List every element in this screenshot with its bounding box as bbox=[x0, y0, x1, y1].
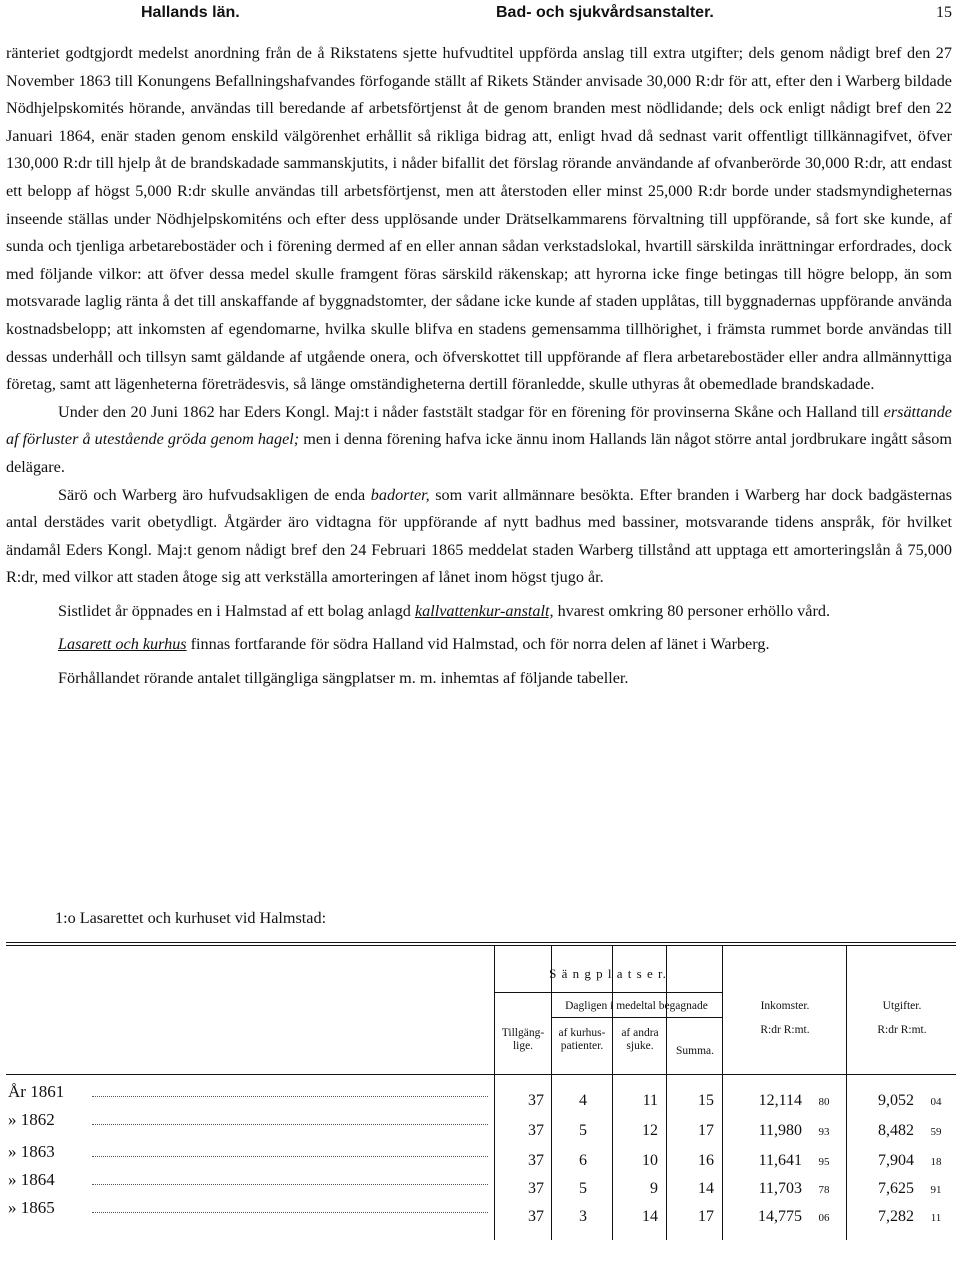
header-inkomster-unit: R:dr R:mt. bbox=[760, 1024, 810, 1036]
hrule-under-sangplatser bbox=[494, 992, 722, 993]
cell-utg-rmt: 04 bbox=[930, 1096, 942, 1108]
leader-dots bbox=[92, 1184, 488, 1185]
cell-summa: 16 bbox=[698, 1152, 714, 1169]
hrule-under-dagligen bbox=[551, 1017, 722, 1018]
cell-utg-rmt: 11 bbox=[930, 1212, 942, 1224]
cell-ink-rmt: 93 bbox=[818, 1126, 830, 1138]
cell-ink-rmt: 06 bbox=[818, 1212, 830, 1224]
paragraph-3-text-a: Särö och Warberg äro hufvudsakligen de enda bbox=[58, 485, 371, 504]
paragraph-6: Förhållandet rörande antalet tillgängliga sängplatser m. m. inhemtas af följande tabeller. bbox=[58, 669, 629, 688]
leader-dots bbox=[92, 1156, 488, 1157]
cell-utg-rmt: 59 bbox=[930, 1126, 942, 1138]
running-header bbox=[0, 4, 960, 30]
paragraph-5-text-b: finnas fortfarande för södra Halland vid Halmstad, och för norra delen af länet i Warberg. bbox=[186, 635, 770, 654]
cell-summa: 14 bbox=[698, 1180, 714, 1197]
cell-tillg: 37 bbox=[528, 1122, 544, 1139]
header-center: Bad- och sjukvårdsanstalter. bbox=[496, 4, 714, 21]
header-dagligen: Dagligen i medeltal begagnade bbox=[565, 1000, 708, 1012]
paragraph-2-text-b: men i denna förening hafva icke ännu inom Hallands län något större antal jordbrukare ingått såsom delägare. bbox=[6, 430, 952, 476]
cell-andra: 9 bbox=[650, 1180, 658, 1197]
paragraph-4-text-b: hvarest omkring 80 personer erhöllo vård. bbox=[553, 601, 830, 620]
cell-tillg: 37 bbox=[528, 1180, 544, 1197]
paragraph-5-italic: Lasarett och kurhus bbox=[58, 635, 187, 654]
cell-tillg: 37 bbox=[528, 1208, 544, 1225]
leader-dots bbox=[92, 1212, 488, 1213]
paragraph-1: ränteriet godtgjordt medelst anordning från de å Rikstatens sjette hufvudtitel uppförda anslag till extra utgifter; dels genom nådigt bref den 27 November 1863 till Konungens Befallningshafvandes förfogande ställt af Rikets Ständer anvisade 30,000 R:dr för att, efter den i Warberg bildade Nödhjelpskomités hörande, användas till beredande af arbetsförtjenst åt de genom branden mest nödlidande; dels ock enligt nådigt bref den 22 Januari 1864, enär staden genom enskild välgörenhet erhållit så rikliga bidrag att, enligt hvad då sednast varit offentligt tillkännagifvet, öfver 130,000 R:dr till hjelp åt de brandskadade sammanskjutits, i nåder bifallit det förslag rörande användande af ofvanberörde 30,000 R:dr, att endast ett belopp af högst 5,000 R:dr skulle användas till arbetsförtjenst, men att återstoden eller minst 25,000 R:dr borde under stadsmyndigheternas inseende ställas under Nödhjelpskomiténs och efter dess upplösande under Drätselkammarens förvaltning till uppförande, så fort ske kunde, af sunda och tjenliga arbetarebostäder och i förening dermed af en eller annan sådan verkstadslokal, hvartill särskilda inrättningar erfordrades, dock med följande vilkor: att öfver dessa medel skulle framgent föras särskild räkenskap; att hyrorna icke finge betingas till högre belopp, än som motsvarade laglig ränta å det till anskaffande af byggnadstomter, der sådane icke kunde af staden upplåtas, till byggnadernas uppförande använda kostnadsbelopp; att inkomsten af egendomarne, hvilka skulle blifva en stadens gemensamma tillhörighet, i främsta rummet borde användas till dessas underhåll och tillsyn samt gäldande af utgående onera, och öfverskottet till uppförande af flera arbetarebostäder eller andra allmännyttiga företag, samt att lägenheterna företrädesvis, så länge omständigheterna dertill föranledde, skulle uthyras åt obemedlade brandskadade. bbox=[6, 44, 952, 394]
paragraph-2-italic: ersättande af förluster å utestående gröda genom hagel; bbox=[6, 402, 952, 449]
header-left: Hallands län. bbox=[141, 4, 240, 21]
paragraph-3-text-b: som varit allmännare besökta. Efter branden i Warberg har dock badgästernas antal derstädes varit obetydligt. Åtgärder äro vidtagna för uppförande af nytt badhus med bassiner, motsvarande tidens anspråk, för hvilket ändamål Eders Kongl. Maj:t genom nådigt bref den 24 Februari 1865 meddelat staden Warberg tillstånd att upptaga ett amorteringslån å 75,000 R:dr, med vilkor att staden åtoge sig att verkställa amorteringen af lånet inom högst tjugo år. bbox=[6, 485, 952, 587]
row-label: » 1862 bbox=[8, 1110, 55, 1129]
row-label: År 1861 bbox=[8, 1082, 65, 1101]
cell-kurhus: 3 bbox=[579, 1208, 587, 1225]
header-utgifter-unit: R:dr R:mt. bbox=[877, 1024, 927, 1036]
header-sangplatser: S ä n g p l a t s e r. bbox=[549, 966, 667, 981]
cell-ink-rdr: 12,114 bbox=[758, 1092, 802, 1109]
cell-ink-rmt: 95 bbox=[818, 1156, 830, 1168]
cell-andra: 11 bbox=[642, 1092, 658, 1109]
cell-ink-rdr: 11,980 bbox=[758, 1122, 802, 1139]
cell-utg-rmt: 18 bbox=[930, 1156, 942, 1168]
cell-tillg: 37 bbox=[528, 1152, 544, 1169]
body-text bbox=[6, 40, 952, 693]
cell-summa: 17 bbox=[698, 1122, 714, 1139]
header-utgifter: Utgifter. bbox=[882, 1000, 922, 1012]
cell-ink-rmt: 78 bbox=[818, 1184, 830, 1196]
cell-tillg: 37 bbox=[528, 1092, 544, 1109]
cell-utg-rdr: 7,625 bbox=[878, 1180, 914, 1197]
leader-dots bbox=[92, 1096, 488, 1097]
cell-andra: 12 bbox=[642, 1122, 658, 1139]
paragraph-5 bbox=[6, 631, 952, 659]
cell-kurhus: 6 bbox=[579, 1152, 587, 1169]
table-rule-top-double bbox=[6, 945, 956, 946]
cell-utg-rdr: 8,482 bbox=[878, 1122, 914, 1139]
cell-ink-rdr: 11,641 bbox=[758, 1152, 802, 1169]
cell-utg-rdr: 7,282 bbox=[878, 1208, 914, 1225]
paragraph-4-italic: kallvattenkur-anstalt, bbox=[414, 601, 554, 620]
cell-ink-rdr: 11,703 bbox=[758, 1180, 802, 1197]
cell-utg-rdr: 7,904 bbox=[878, 1152, 914, 1169]
paragraph-2-text-a: Under den 20 Juni 1862 har Eders Kongl. Maj:t i nåder faststält stadgar för en förening för provinserna Skåne och Halland till bbox=[58, 402, 884, 421]
cell-kurhus: 5 bbox=[579, 1122, 587, 1139]
paragraph-3 bbox=[6, 482, 952, 592]
cell-ink-rmt: 80 bbox=[818, 1096, 830, 1108]
header-tillganglige: Tillgäng-lige. bbox=[501, 1027, 545, 1052]
cell-ink-rdr: 14,775 bbox=[758, 1208, 802, 1225]
paragraph-2 bbox=[6, 399, 952, 482]
paragraph-3-italic: badorter, bbox=[370, 485, 430, 504]
table-caption: 1:o Lasarettet och kurhuset vid Halmstad: bbox=[55, 909, 327, 927]
row-label: » 1863 bbox=[8, 1142, 55, 1161]
beds-table bbox=[6, 942, 956, 1240]
cell-andra: 10 bbox=[642, 1152, 658, 1169]
row-label: » 1865 bbox=[8, 1198, 55, 1217]
cell-utg-rdr: 9,052 bbox=[878, 1092, 914, 1109]
header-summa: Summa. bbox=[675, 1045, 714, 1057]
hrule-header-bottom bbox=[6, 1074, 956, 1075]
cell-summa: 15 bbox=[698, 1092, 714, 1109]
paragraph-4-text-a: Sistlidet år öppnades en i Halmstad af ett bolag anlagd bbox=[58, 601, 415, 620]
leader-dots bbox=[92, 1124, 488, 1125]
header-kurhus: af kurhus-patienter. bbox=[558, 1027, 606, 1052]
header-andra: af andra sjuke. bbox=[621, 1027, 659, 1052]
table-rule-top bbox=[6, 942, 956, 943]
cell-kurhus: 4 bbox=[579, 1092, 587, 1109]
cell-andra: 14 bbox=[642, 1208, 658, 1225]
cell-utg-rmt: 91 bbox=[930, 1184, 942, 1196]
cell-kurhus: 5 bbox=[579, 1180, 587, 1197]
paragraph-4 bbox=[6, 598, 952, 626]
header-inkomster: Inkomster. bbox=[760, 1000, 810, 1012]
cell-summa: 17 bbox=[698, 1208, 714, 1225]
page-number: 15 bbox=[936, 4, 952, 21]
row-label: » 1864 bbox=[8, 1170, 55, 1189]
